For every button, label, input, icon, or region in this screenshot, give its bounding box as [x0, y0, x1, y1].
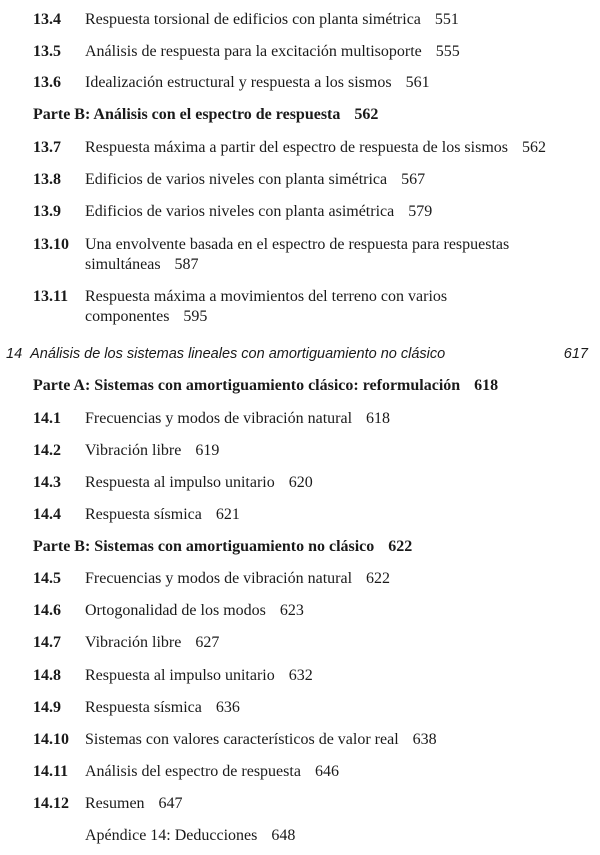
chapter-number: 14: [6, 346, 23, 362]
section-number: 14.7: [33, 634, 61, 651]
part-heading: [0, 105, 600, 125]
section-title-text: Análisis de respuesta para la excitación multisoporte: [85, 43, 422, 60]
section-title: [85, 138, 546, 158]
toc-entry[interactable]: [0, 666, 600, 686]
section-title-text: Respuesta al impulso unitario: [85, 667, 275, 684]
section-number: 14.1: [33, 410, 61, 427]
toc-entry[interactable]: [0, 794, 600, 814]
toc-entry[interactable]: [0, 170, 600, 190]
section-title: [85, 730, 437, 750]
page-number: 618: [474, 377, 499, 394]
toc-entry[interactable]: [0, 473, 600, 493]
section-title-text: Análisis del espectro de respuesta: [85, 763, 301, 780]
section-title: [85, 441, 219, 461]
toc-entry[interactable]: [0, 601, 600, 621]
page-number: 636: [215, 699, 240, 716]
section-title: [85, 794, 183, 814]
section-number: 14.2: [33, 442, 61, 459]
page-number: 632: [288, 667, 313, 684]
page-number: 587: [174, 256, 199, 273]
part-title-text: Parte B: Análisis con el espectro de respuesta: [33, 106, 341, 123]
section-number: 14.10: [33, 731, 69, 748]
part-title: [33, 537, 412, 557]
section-title: [85, 235, 509, 255]
section-title-text: Respuesta sísmica: [85, 699, 202, 716]
section-number: 13.11: [33, 288, 69, 305]
section-number: 13.7: [33, 139, 61, 156]
section-title: [85, 601, 304, 621]
chapter-title-text: Análisis de los sistemas lineales con amortiguamiento no clásico: [30, 346, 446, 362]
section-title-text: Edificios de varios niveles con planta asimétrica: [85, 203, 395, 220]
page-number: 646: [314, 763, 339, 780]
page-number: 562: [354, 106, 379, 123]
part-heading: [0, 537, 600, 557]
toc-entry[interactable]: [0, 633, 600, 653]
appendix-title: [85, 826, 295, 846]
page-number: 562: [522, 139, 546, 156]
toc-entry[interactable]: [0, 287, 600, 307]
toc-entry[interactable]: [0, 409, 600, 429]
section-title-text: Respuesta máxima a movimientos del terreno con varios: [85, 288, 448, 305]
page-number: 595: [183, 308, 208, 325]
page-number: 638: [412, 731, 437, 748]
section-title-cont: [85, 307, 207, 327]
chapter-title: [6, 344, 445, 364]
section-title: [85, 202, 432, 222]
page-number: 620: [288, 474, 313, 491]
section-title: [85, 505, 240, 525]
section-number: 14.12: [33, 795, 69, 812]
section-title: [85, 10, 459, 30]
part-title-text: Parte A: Sistemas con amortiguamiento clásico: reformulación: [33, 377, 461, 394]
section-title: [85, 409, 390, 429]
section-number: 13.6: [33, 74, 61, 91]
section-title-text: Vibración libre: [85, 634, 182, 651]
part-title: [33, 376, 498, 396]
page-number: 619: [195, 442, 220, 459]
section-number: 14.6: [33, 602, 61, 619]
toc-entry[interactable]: [0, 10, 600, 30]
section-title-text: Respuesta sísmica: [85, 506, 202, 523]
section-title-text: Frecuencias y modos de vibración natural: [85, 570, 353, 587]
section-title: [85, 73, 430, 93]
section-title: [85, 762, 339, 782]
section-number: 14.11: [33, 763, 69, 780]
toc-entry[interactable]: [0, 235, 600, 255]
page-number: 623: [279, 602, 304, 619]
appendix-entry[interactable]: [0, 826, 600, 846]
page-number: 551: [434, 11, 459, 28]
toc-entry[interactable]: [0, 73, 600, 93]
toc-entry[interactable]: [0, 698, 600, 718]
toc-entry[interactable]: [0, 202, 600, 222]
section-title-text: Edificios de varios niveles con planta simétrica: [85, 171, 388, 188]
page-number: 621: [215, 506, 240, 523]
section-number: 14.3: [33, 474, 61, 491]
section-title-text: Sistemas con valores característicos de valor real: [85, 731, 399, 748]
section-title-text: Frecuencias y modos de vibración natural: [85, 410, 353, 427]
toc-entry[interactable]: [0, 730, 600, 750]
page-number: 618: [366, 410, 391, 427]
toc-entry[interactable]: [0, 762, 600, 782]
section-title: [85, 569, 390, 589]
toc-entry[interactable]: [0, 441, 600, 461]
section-title: [85, 666, 313, 686]
section-number: 13.10: [33, 236, 69, 253]
part-heading: [0, 376, 600, 396]
appendix-title-text: Apéndice 14: Deducciones: [85, 827, 258, 844]
chapter-page: 617: [563, 346, 588, 362]
section-title-text: Una envolvente basada en el espectro de respuesta para respuestas: [85, 236, 510, 253]
section-title-cont: [85, 255, 199, 275]
page-number: 561: [405, 74, 430, 91]
section-title-text: Vibración libre: [85, 442, 182, 459]
section-title: [85, 170, 425, 190]
section-title-text: Respuesta al impulso unitario: [85, 474, 275, 491]
toc-entry[interactable]: [0, 505, 600, 525]
section-title-text: Respuesta torsional de edificios con planta simétrica: [85, 11, 421, 28]
section-title-text: componentes: [85, 308, 170, 325]
section-title-text: Respuesta máxima a partir del espectro de respuesta de los sismos: [85, 139, 508, 156]
section-title-text: Idealización estructural y respuesta a los sismos: [85, 74, 392, 91]
toc-row: [0, 255, 600, 275]
toc-entry[interactable]: [0, 138, 600, 158]
section-title: [85, 473, 313, 493]
page-number: 555: [435, 43, 460, 60]
page-number: 648: [271, 827, 296, 844]
page-number: 647: [158, 795, 183, 812]
section-title-text: Ortogonalidad de los modos: [85, 602, 266, 619]
part-title-text: Parte B: Sistemas con amortiguamiento no clásico: [33, 538, 375, 555]
section-title: [85, 633, 219, 653]
section-title: [85, 287, 447, 307]
section-number: 14.5: [33, 570, 61, 587]
page-number: 567: [401, 171, 426, 188]
section-number: 13.4: [33, 11, 61, 28]
toc-entry[interactable]: [0, 569, 600, 589]
section-number: 13.9: [33, 203, 61, 220]
section-number: 14.8: [33, 667, 61, 684]
section-number: 14.9: [33, 699, 61, 716]
part-title: [33, 105, 378, 125]
page-number: 622: [366, 570, 391, 587]
section-title: [85, 42, 460, 62]
page-number: 622: [388, 538, 413, 555]
section-number: 13.8: [33, 171, 61, 188]
section-number: 14.4: [33, 506, 61, 523]
toc-row: [0, 307, 600, 327]
section-number: 13.5: [33, 43, 61, 60]
chapter-heading: [0, 344, 600, 364]
toc-entry[interactable]: [0, 42, 600, 62]
section-title: [85, 698, 240, 718]
page-number: 627: [195, 634, 220, 651]
page-number: 579: [408, 203, 433, 220]
section-title-text: Resumen: [85, 795, 145, 812]
section-title-text: simultáneas: [85, 256, 161, 273]
